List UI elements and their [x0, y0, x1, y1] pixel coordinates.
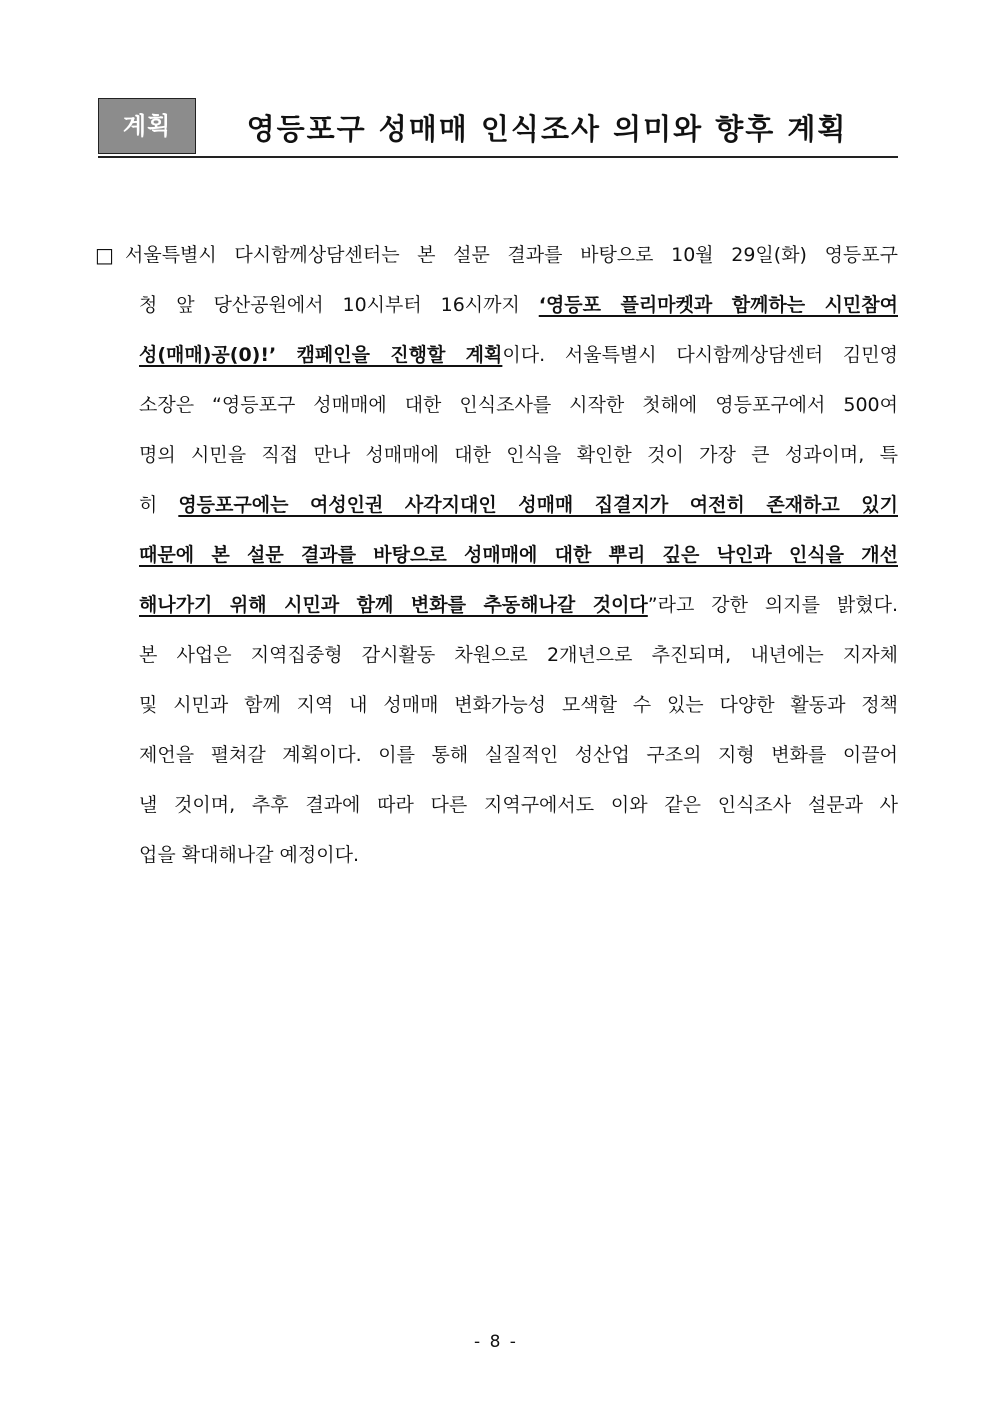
body-text: 히	[139, 494, 179, 516]
paragraph-line	[139, 630, 898, 680]
body-text: 본 사업은 지역집중형 감시활동 차원으로 2개년으로 추진되며, 내년에는 지자체	[139, 644, 898, 666]
body-text: 업을 확대해나갈 예정이다.	[139, 844, 360, 866]
page-number: - 8 -	[474, 1332, 518, 1352]
section-label: 계획	[98, 98, 196, 154]
body-text: 소장은 “영등포구 성매매에 대한 인식조사를 시작한 첫해에 영등포구에서 500여	[139, 394, 898, 416]
paragraph-line	[139, 330, 898, 380]
paragraph-line	[139, 380, 898, 430]
paragraph-line	[139, 530, 898, 580]
body-text: ”라고 강한 의지를 밝혔다.	[647, 594, 898, 616]
checkbox-bullet-icon: □	[95, 243, 114, 267]
emphasized-text: 영등포구에는 여성인권 사각지대인 성매매 집결지가 여전히 존재하고 있기	[178, 494, 898, 516]
paragraph-line	[139, 680, 898, 730]
paragraph-line	[139, 480, 898, 530]
emphasized-text: 성(매매)공(0)!’ 캠페인을 진행할 계획	[139, 344, 503, 366]
paragraph-line	[139, 830, 898, 880]
body-text: 이다. 서울특별시 다시함께상담센터 김민영	[502, 344, 898, 366]
paragraph-line	[139, 430, 898, 480]
body-text: 낼 것이며, 추후 결과에 따라 다른 지역구에서도 이와 같은 인식조사 설문과 사	[139, 794, 898, 816]
paragraph-line	[139, 580, 898, 630]
body-text: 명의 시민을 직접 만나 성매매에 대한 인식을 확인한 것이 가장 큰 성과이며, 특	[139, 444, 898, 466]
paragraph-line	[139, 780, 898, 830]
paragraph-line	[139, 730, 898, 780]
emphasized-text: 해나가기 위해 시민과 함께 변화를 추동해나갈 것이다	[139, 594, 648, 616]
body-text: 제언을 펼쳐갈 계획이다. 이를 통해 실질적인 성산업 구조의 지형 변화를 이끌어	[139, 744, 898, 766]
emphasized-text: 때문에 본 설문 결과를 바탕으로 성매매에 대한 뿌리 깊은 낙인과 인식을 개선	[139, 544, 898, 566]
section-title: 영등포구 성매매 인식조사 의미와 향후 계획	[246, 112, 848, 146]
emphasized-text: ‘영등포 플리마켓과 함께하는 시민참여	[538, 294, 898, 316]
body-text: 청 앞 당산공원에서 10시부터 16시까지	[139, 294, 539, 316]
paragraph-lines	[95, 230, 898, 880]
paragraph-line	[139, 280, 898, 330]
paragraph-line	[125, 230, 898, 280]
body-text: 서울특별시 다시함께상담센터는 본 설문 결과를 바탕으로 10월 29일(화) 영등포구	[125, 244, 898, 266]
body-paragraph	[95, 230, 898, 880]
body-text: 및 시민과 함께 지역 내 성매매 변화가능성 모색할 수 있는 다양한 활동과 정책	[139, 694, 898, 716]
section-header	[98, 98, 898, 158]
